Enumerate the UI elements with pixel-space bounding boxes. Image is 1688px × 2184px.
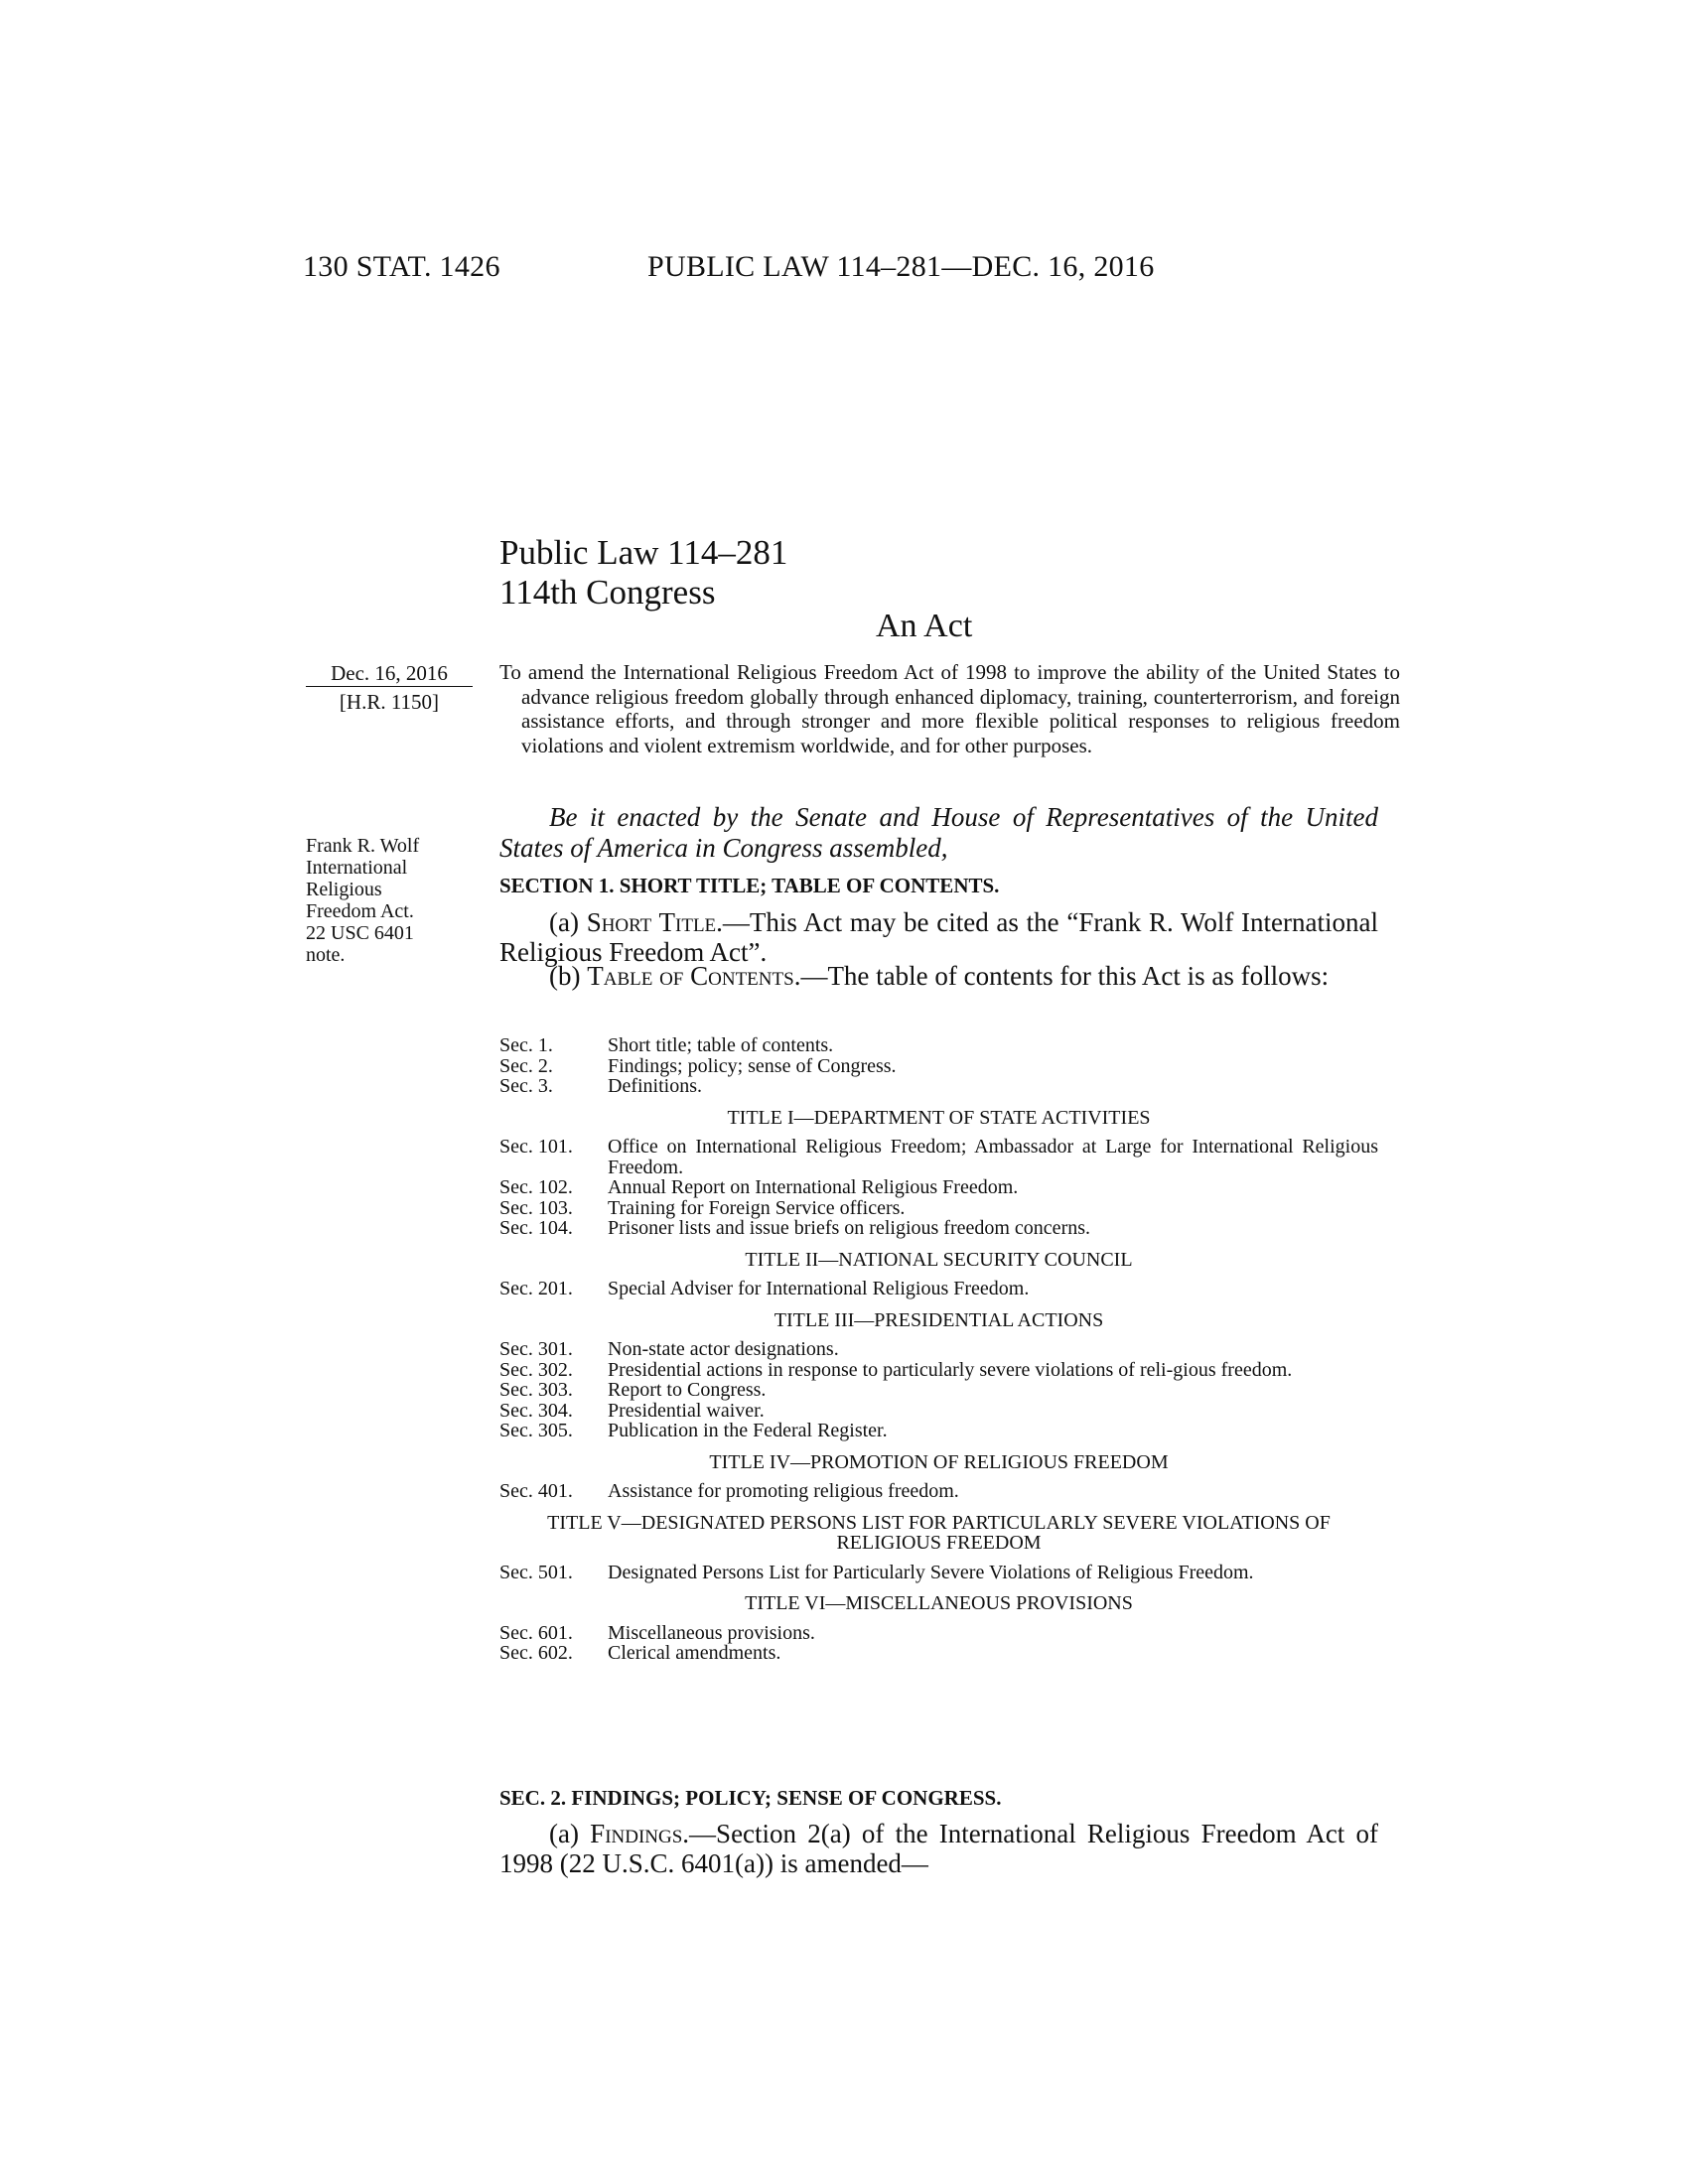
toc-section-text: Non-state actor designations.: [608, 1338, 839, 1360]
paragraph-caption: Table of Contents: [587, 961, 794, 991]
toc-section-text: Clerical amendments.: [608, 1642, 781, 1664]
toc-entry: [499, 1076, 1378, 1097]
paragraph-label: (a): [549, 1819, 591, 1848]
act-purpose: To amend the International Religious Freedom Act of 1998 to improve the ability of the United States to advance religious freedom globally through enhanced diplomacy, training, counterterrorism, and foreign assistance efforts, and through stronger and more flexible political responses to religious freedom violations and violent extremism worldwide, and for other purposes.: [499, 660, 1400, 757]
margin-date-block: [306, 661, 473, 715]
toc-entry: [499, 1401, 1378, 1422]
toc-entry: [499, 1421, 1378, 1441]
toc-section-number: Sec. 501.: [499, 1561, 573, 1583]
short-title-paragraph: [499, 907, 1378, 967]
toc-entry: [499, 1380, 1378, 1401]
toc-section-text: Prisoner lists and issue briefs on religious freedom concerns.: [608, 1217, 1091, 1239]
toc-section-number: Sec. 3.: [499, 1075, 553, 1097]
law-number: Public Law 114–281: [499, 533, 788, 572]
toc-entry: [499, 1218, 1378, 1239]
table-of-contents: [499, 1035, 1378, 1664]
toc-section-number: Sec. 305.: [499, 1420, 573, 1441]
toc-section-text: Presidential actions in response to particularly severe violations of reli-gious freedom.: [608, 1358, 1293, 1381]
toc-entry: [499, 1177, 1378, 1198]
toc-section-text: Assistance for promoting religious freedom.: [608, 1480, 959, 1502]
margin-note-line: Freedom Act.: [306, 900, 414, 922]
toc-entry: [499, 1623, 1378, 1644]
congress-number: 114th Congress: [499, 573, 716, 612]
toc-title-heading: TITLE II—NATIONAL SECURITY COUNCIL: [745, 1248, 1133, 1271]
toc-section-number: Sec. 102.: [499, 1176, 573, 1198]
margin-note-line: 22 USC 6401: [306, 922, 414, 944]
toc-entry: [499, 1339, 1378, 1360]
findings-paragraph: [499, 1819, 1378, 1878]
section-2-heading: SEC. 2. FINDINGS; POLICY; SENSE OF CONGRESS.: [499, 1786, 1002, 1810]
paragraph-label: (a): [549, 907, 587, 937]
margin-note-line: International: [306, 857, 408, 879]
toc-entry: [499, 1643, 1378, 1664]
toc-section-number: Sec. 104.: [499, 1217, 573, 1239]
paragraph-text: .—The table of contents for this Act is as follows:: [793, 961, 1330, 991]
toc-entry: [499, 1360, 1378, 1381]
toc-section-text: Presidential waiver.: [608, 1399, 765, 1422]
toc-entry: [499, 1137, 1378, 1177]
toc-entry: [499, 1056, 1378, 1077]
page-header-law: PUBLIC LAW 114–281—DEC. 16, 2016: [647, 250, 1155, 283]
toc-title-heading: TITLE VI—MISCELLANEOUS PROVISIONS: [745, 1592, 1133, 1614]
toc-section-number: Sec. 601.: [499, 1621, 573, 1644]
enacting-clause: Be it enacted by the Senate and House of Representatives of the United States of America in Congress assembled,: [499, 802, 1378, 863]
section-1-heading: SECTION 1. SHORT TITLE; TABLE OF CONTENTS.: [499, 874, 1000, 897]
toc-section-text: Findings; policy; sense of Congress.: [608, 1054, 897, 1077]
toc-section-number: Sec. 303.: [499, 1379, 573, 1401]
toc-section-number: Sec. 401.: [499, 1480, 573, 1502]
margin-date: Dec. 16, 2016: [306, 661, 473, 687]
paragraph-label: (b): [549, 961, 588, 991]
paragraph-caption: Findings: [590, 1819, 683, 1848]
toc-section-text: Special Adviser for International Religious Freedom.: [608, 1278, 1030, 1299]
toc-section-text: Short title; table of contents.: [608, 1034, 834, 1056]
margin-note-line: Religious: [306, 879, 382, 900]
toc-section-number: Sec. 2.: [499, 1054, 553, 1077]
toc-section-text: Training for Foreign Service officers.: [608, 1196, 906, 1219]
toc-section-text: Miscellaneous provisions.: [608, 1621, 815, 1644]
table-of-contents-paragraph: [499, 961, 1378, 991]
toc-section-text: Report to Congress.: [608, 1379, 767, 1401]
toc-entry: [499, 1563, 1378, 1583]
paragraph-text: .—This Act may be cited as the “Frank R. Wolf International Religious Freedom Act”.: [499, 907, 1378, 967]
toc-entry: [499, 1035, 1378, 1056]
toc-section-text: Definitions.: [608, 1075, 702, 1097]
page-header-stat: 130 STAT. 1426: [303, 250, 500, 283]
paragraph-text: .—Section 2(a) of the International Religious Freedom Act of 1998 (22 U.S.C. 6401(a)) is amended—: [499, 1819, 1378, 1878]
toc-section-number: Sec. 302.: [499, 1358, 573, 1381]
toc-entry: [499, 1279, 1378, 1299]
toc-section-text: Publication in the Federal Register.: [608, 1420, 888, 1441]
toc-section-number: Sec. 1.: [499, 1034, 553, 1056]
toc-section-number: Sec. 304.: [499, 1399, 573, 1422]
margin-bill-number: [H.R. 1150]: [339, 690, 440, 714]
toc-section-number: Sec. 201.: [499, 1278, 573, 1299]
paragraph-caption: Short Title: [586, 907, 717, 937]
toc-entry: [499, 1481, 1378, 1502]
toc-title-heading: TITLE I—DEPARTMENT OF STATE ACTIVITIES: [727, 1106, 1151, 1129]
law-title: [499, 533, 787, 613]
toc-section-number: Sec. 602.: [499, 1642, 573, 1664]
margin-note: [306, 835, 455, 966]
toc-title-heading: TITLE V—DESIGNATED PERSONS LIST FOR PARTICULARLY SEVERE VIOLATIONS OF RELIGIOUS FREEDOM: [547, 1511, 1331, 1554]
toc-title-heading: TITLE III—PRESIDENTIAL ACTIONS: [774, 1308, 1104, 1331]
toc-section-number: Sec. 101.: [499, 1136, 573, 1158]
margin-note-line: note.: [306, 944, 346, 966]
toc-section-text: Office on International Religious Freedom; Ambassador at Large for International Religious Freedom.: [608, 1136, 1378, 1178]
toc-section-number: Sec. 301.: [499, 1338, 573, 1360]
toc-section-text: Designated Persons List for Particularly Severe Violations of Religious Freedom.: [608, 1561, 1254, 1583]
toc-section-text: Annual Report on International Religious Freedom.: [608, 1176, 1019, 1198]
toc-section-number: Sec. 103.: [499, 1196, 573, 1219]
toc-title-heading: TITLE IV—PROMOTION OF RELIGIOUS FREEDOM: [709, 1450, 1169, 1473]
toc-entry: [499, 1198, 1378, 1219]
an-act-heading: An Act: [876, 608, 973, 644]
margin-note-line: Frank R. Wolf: [306, 835, 420, 857]
